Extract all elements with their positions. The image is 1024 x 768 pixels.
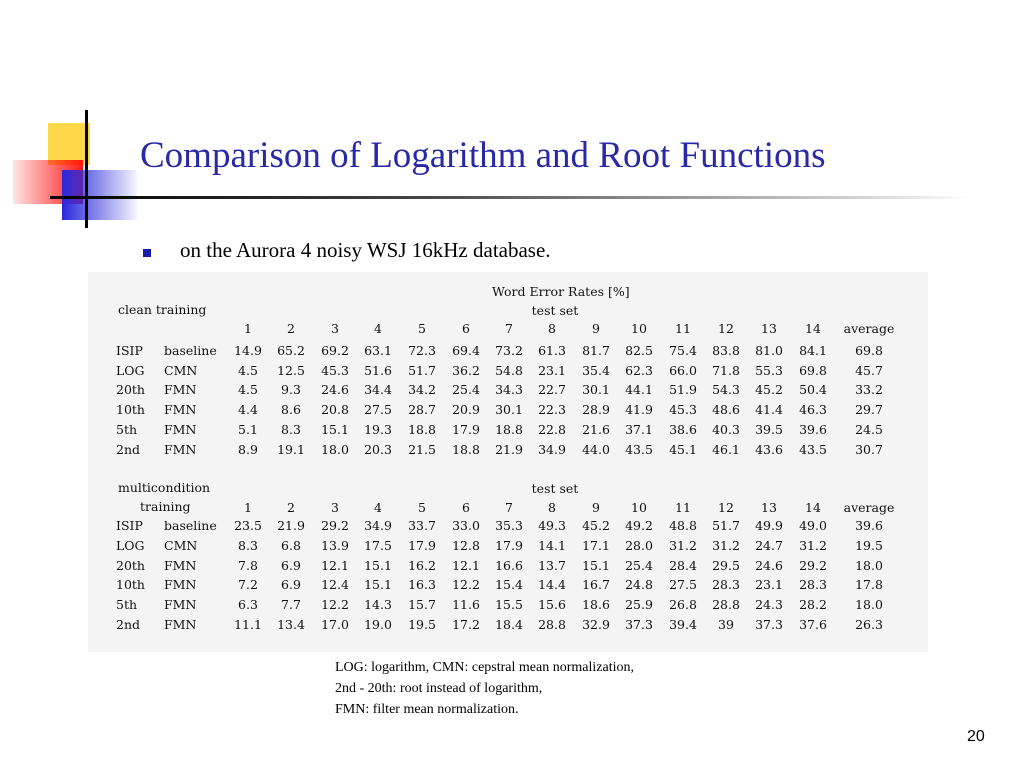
table-cell: 43.5	[625, 442, 653, 457]
table-cell: 54.3	[712, 382, 740, 397]
table-cell: 29.2	[799, 558, 827, 573]
table-cell: 49.2	[625, 518, 653, 533]
bullet-square-icon	[143, 249, 151, 257]
column-header: 2	[287, 321, 295, 336]
table-cell: 4.5	[238, 382, 258, 397]
table-cell: 24.6	[755, 558, 783, 573]
table-cell: 82.5	[625, 343, 653, 358]
column-header: 6	[462, 500, 470, 515]
table-cell: 9.3	[281, 382, 301, 397]
table-cell: 45.1	[669, 442, 697, 457]
table-cell: 33.2	[855, 382, 883, 397]
table-cell: 16.3	[408, 577, 436, 592]
table-cell: 29.5	[712, 558, 740, 573]
table-cell: 66.0	[669, 363, 697, 378]
table-cell: 19.5	[408, 617, 436, 632]
table-cell: 8.3	[238, 538, 258, 553]
table-cell: 37.3	[755, 617, 783, 632]
table-cell: 39.6	[855, 518, 883, 533]
table-cell: 8.6	[281, 402, 301, 417]
table-cell: 12.5	[277, 363, 305, 378]
table-cell: 61.3	[538, 343, 566, 358]
table-cell: 17.9	[408, 538, 436, 553]
table-cell: 50.4	[799, 382, 827, 397]
slide-title: Comparison of Logarithm and Root Functions	[140, 135, 826, 176]
logo-yellow-square	[48, 123, 90, 165]
table-cell: 29.2	[321, 518, 349, 533]
section-label: multicondition	[118, 480, 211, 495]
table-cell: 15.6	[538, 597, 566, 612]
table-cell: 20.3	[364, 442, 392, 457]
column-header: 7	[505, 500, 513, 515]
column-header: 11	[675, 500, 691, 515]
table-cell: 32.9	[582, 617, 610, 632]
bullet-text: on the Aurora 4 noisy WSJ 16kHz database.	[180, 238, 551, 262]
table-cell: 81.0	[755, 343, 783, 358]
table-cell: 38.6	[669, 422, 697, 437]
table-cell: 28.3	[712, 577, 740, 592]
table-cell: 19.0	[364, 617, 392, 632]
row-method: 20th	[116, 382, 145, 397]
table-cell: 46.3	[799, 402, 827, 417]
table-cell: 15.1	[364, 558, 392, 573]
table-cell: 21.9	[277, 518, 305, 533]
column-header: 6	[462, 321, 470, 336]
note-line: FMN: filter mean normalization.	[335, 702, 519, 717]
table-cell: 28.7	[408, 402, 436, 417]
table-cell: 17.5	[364, 538, 392, 553]
row-variant: FMN	[164, 382, 197, 397]
table-cell: 45.2	[755, 382, 783, 397]
table-cell: 48.8	[669, 518, 697, 533]
table-cell: 71.8	[712, 363, 740, 378]
table-cell: 33.7	[408, 518, 436, 533]
table-cell: 17.0	[321, 617, 349, 632]
column-header: 12	[718, 321, 734, 336]
table-cell: 28.8	[538, 617, 566, 632]
table-cell: 69.8	[855, 343, 883, 358]
table-cell: 63.1	[364, 343, 392, 358]
table-cell: 39.4	[669, 617, 697, 632]
column-header: 3	[331, 500, 339, 515]
table-cell: 51.7	[712, 518, 740, 533]
table-cell: 23.1	[538, 363, 566, 378]
column-header: 4	[374, 321, 382, 336]
table-cell: 11.1	[234, 617, 262, 632]
table-cell: 81.7	[582, 343, 610, 358]
table-cell: 11.6	[452, 597, 480, 612]
table-cell: 15.1	[321, 422, 349, 437]
table-cell: 39.5	[755, 422, 783, 437]
table-cell: 13.7	[538, 558, 566, 573]
row-method: LOG	[116, 538, 145, 553]
column-header: 12	[718, 500, 734, 515]
table-cell: 6.9	[281, 577, 301, 592]
wer-table	[88, 272, 928, 652]
table-cell: 12.4	[321, 577, 349, 592]
table-cell: 19.5	[855, 538, 883, 553]
table-cell: 17.1	[582, 538, 610, 553]
column-header: 8	[548, 321, 556, 336]
table-cell: 15.1	[582, 558, 610, 573]
table-cell: 18.0	[855, 558, 883, 573]
table-cell: 12.2	[321, 597, 349, 612]
table-cell: 28.9	[582, 402, 610, 417]
logo-vertical-line	[85, 110, 88, 228]
table-cell: 84.1	[799, 343, 827, 358]
table-cell: 28.3	[799, 577, 827, 592]
table-cell: 8.3	[281, 422, 301, 437]
row-variant: CMN	[164, 363, 198, 378]
row-variant: FMN	[164, 422, 197, 437]
table-cell: 18.8	[452, 442, 480, 457]
table-cell: 37.1	[625, 422, 653, 437]
table-cell: 31.2	[799, 538, 827, 553]
table-cell: 6.3	[238, 597, 258, 612]
table-cell: 27.5	[669, 577, 697, 592]
table-cell: 18.0	[321, 442, 349, 457]
table-cell: 45.3	[669, 402, 697, 417]
row-method: 2nd	[116, 617, 141, 632]
note-line: LOG: logarithm, CMN: cepstral mean normalization,	[335, 660, 634, 675]
table-cell: 51.9	[669, 382, 697, 397]
column-header: 1	[244, 500, 252, 515]
table-header-title: Word Error Rates [%]	[492, 284, 630, 299]
table-cell: 7.2	[238, 577, 258, 592]
table-cell: 13.9	[321, 538, 349, 553]
column-header: average	[843, 321, 895, 336]
row-method: 20th	[116, 558, 145, 573]
table-cell: 34.4	[364, 382, 392, 397]
table-cell: 12.1	[452, 558, 480, 573]
test-set-label: test set	[531, 481, 579, 496]
page-number: 20	[967, 728, 985, 745]
column-header: 13	[761, 500, 777, 515]
section-label: clean training	[118, 302, 207, 317]
table-cell: 37.3	[625, 617, 653, 632]
table-cell: 37.6	[799, 617, 827, 632]
row-variant: FMN	[164, 558, 197, 573]
row-method: 10th	[116, 577, 145, 592]
table-cell: 34.3	[495, 382, 523, 397]
column-header: 9	[592, 321, 600, 336]
table-cell: 18.0	[855, 597, 883, 612]
table-cell: 34.9	[364, 518, 392, 533]
table-cell: 20.9	[452, 402, 480, 417]
table-cell: 28.4	[669, 558, 697, 573]
table-cell: 12.8	[452, 538, 480, 553]
column-header: 7	[505, 321, 513, 336]
column-header: 14	[805, 321, 821, 336]
row-method: LOG	[116, 363, 145, 378]
table-cell: 35.4	[582, 363, 610, 378]
notes-block	[335, 657, 634, 720]
row-variant: FMN	[164, 597, 197, 612]
table-cell: 25.4	[625, 558, 653, 573]
table-cell: 69.4	[452, 343, 480, 358]
table-cell: 31.2	[712, 538, 740, 553]
table-cell: 17.9	[495, 538, 523, 553]
table-cell: 15.4	[495, 577, 523, 592]
table-cell: 28.2	[799, 597, 827, 612]
table-cell: 65.2	[277, 343, 305, 358]
table-cell: 31.2	[669, 538, 697, 553]
table-cell: 24.7	[755, 538, 783, 553]
title-underline	[50, 196, 970, 199]
table-cell: 45.2	[582, 518, 610, 533]
table-cell: 29.7	[855, 402, 883, 417]
table-cell: 14.9	[234, 343, 262, 358]
row-variant: baseline	[164, 518, 217, 533]
table-cell: 16.6	[495, 558, 523, 573]
table-cell: 69.8	[799, 363, 827, 378]
table-cell: 62.3	[625, 363, 653, 378]
row-method: ISIP	[116, 343, 143, 358]
column-header: 10	[631, 500, 647, 515]
table-cell: 41.9	[625, 402, 653, 417]
table-cell: 19.3	[364, 422, 392, 437]
column-header: 14	[805, 500, 821, 515]
table-cell: 43.6	[755, 442, 783, 457]
table-cell: 48.6	[712, 402, 740, 417]
table-cell: 19.1	[277, 442, 305, 457]
table-cell: 26.3	[855, 617, 883, 632]
table-cell: 35.3	[495, 518, 523, 533]
column-header: 13	[761, 321, 777, 336]
table-cell: 15.5	[495, 597, 523, 612]
table-cell: 46.1	[712, 442, 740, 457]
table-cell: 75.4	[669, 343, 697, 358]
column-header: 10	[631, 321, 647, 336]
column-header: 5	[418, 500, 426, 515]
table-cell: 40.3	[712, 422, 740, 437]
column-header: 9	[592, 500, 600, 515]
row-method: 2nd	[116, 442, 141, 457]
table-cell: 30.1	[495, 402, 523, 417]
table-cell: 45.3	[321, 363, 349, 378]
table-cell: 21.9	[495, 442, 523, 457]
table-cell: 4.5	[238, 363, 258, 378]
table-cell: 49.0	[799, 518, 827, 533]
table-cell: 28.8	[712, 597, 740, 612]
column-header: average	[843, 500, 895, 515]
row-variant: FMN	[164, 442, 197, 457]
table-cell: 14.3	[364, 597, 392, 612]
table-cell: 23.1	[755, 577, 783, 592]
table-cell: 54.8	[495, 363, 523, 378]
table-cell: 24.5	[855, 422, 883, 437]
table-cell: 4.4	[238, 402, 258, 417]
table-cell: 18.6	[582, 597, 610, 612]
table-cell: 14.4	[538, 577, 566, 592]
table-cell: 39.6	[799, 422, 827, 437]
table-cell: 22.7	[538, 382, 566, 397]
table-cell: 22.8	[538, 422, 566, 437]
row-variant: FMN	[164, 577, 197, 592]
table-cell: 34.2	[408, 382, 436, 397]
table-cell: 44.0	[582, 442, 610, 457]
decorative-logo	[0, 0, 140, 240]
table-cell: 73.2	[495, 343, 523, 358]
row-variant: FMN	[164, 617, 197, 632]
logo-blue-bar	[62, 170, 137, 220]
table-cell: 22.3	[538, 402, 566, 417]
row-method: ISIP	[116, 518, 143, 533]
table-cell: 27.5	[364, 402, 392, 417]
column-header: 11	[675, 321, 691, 336]
table-cell: 12.1	[321, 558, 349, 573]
table-cell: 12.2	[452, 577, 480, 592]
table-cell: 45.7	[855, 363, 883, 378]
table-cell: 18.4	[495, 617, 523, 632]
section-label: training	[140, 499, 191, 514]
note-line: 2nd - 20th: root instead of logarithm,	[335, 681, 543, 696]
table-cell: 43.5	[799, 442, 827, 457]
table-cell: 18.8	[408, 422, 436, 437]
row-variant: CMN	[164, 538, 198, 553]
table-cell: 72.3	[408, 343, 436, 358]
row-method: 10th	[116, 402, 145, 417]
table-cell: 33.0	[452, 518, 480, 533]
table-cell: 51.6	[364, 363, 392, 378]
table-cell: 49.3	[538, 518, 566, 533]
table-cell: 16.2	[408, 558, 436, 573]
table-cell: 13.4	[277, 617, 305, 632]
row-method: 5th	[116, 422, 138, 437]
table-cell: 15.1	[364, 577, 392, 592]
table-cell: 83.8	[712, 343, 740, 358]
table-cell: 24.8	[625, 577, 653, 592]
table-cell: 44.1	[625, 382, 653, 397]
table-cell: 51.7	[408, 363, 436, 378]
table-cell: 30.1	[582, 382, 610, 397]
table-cell: 41.4	[755, 402, 783, 417]
column-header: 2	[287, 500, 295, 515]
table-cell: 21.5	[408, 442, 436, 457]
table-cell: 17.9	[452, 422, 480, 437]
table-cell: 25.4	[452, 382, 480, 397]
bullet-item	[143, 238, 551, 263]
table-cell: 25.9	[625, 597, 653, 612]
table-cell: 34.9	[538, 442, 566, 457]
column-header: 1	[244, 321, 252, 336]
table-cell: 14.1	[538, 538, 566, 553]
table-cell: 16.7	[582, 577, 610, 592]
table-cell: 23.5	[234, 518, 262, 533]
table-cell: 18.8	[495, 422, 523, 437]
row-method: 5th	[116, 597, 138, 612]
table-cell: 55.3	[755, 363, 783, 378]
table-cell: 36.2	[452, 363, 480, 378]
table-cell: 17.8	[855, 577, 883, 592]
row-variant: baseline	[164, 343, 217, 358]
table-cell: 8.9	[238, 442, 258, 457]
table-cell: 20.8	[321, 402, 349, 417]
column-header: 3	[331, 321, 339, 336]
table-cell: 26.8	[669, 597, 697, 612]
table-cell: 28.0	[625, 538, 653, 553]
row-variant: FMN	[164, 402, 197, 417]
table-cell: 6.9	[281, 558, 301, 573]
column-header: 5	[418, 321, 426, 336]
table-cell: 24.3	[755, 597, 783, 612]
table-cell: 17.2	[452, 617, 480, 632]
table-cell: 6.8	[281, 538, 301, 553]
table-cell: 7.8	[238, 558, 258, 573]
column-header: 8	[548, 500, 556, 515]
table-cell: 39	[718, 617, 734, 632]
table-cell: 5.1	[238, 422, 258, 437]
table-cell: 15.7	[408, 597, 436, 612]
test-set-label: test set	[531, 303, 579, 318]
table-cell: 24.6	[321, 382, 349, 397]
table-cell: 69.2	[321, 343, 349, 358]
table-cell: 21.6	[582, 422, 610, 437]
table-cell: 30.7	[855, 442, 883, 457]
column-header: 4	[374, 500, 382, 515]
table-cell: 49.9	[755, 518, 783, 533]
table-cell: 7.7	[281, 597, 301, 612]
